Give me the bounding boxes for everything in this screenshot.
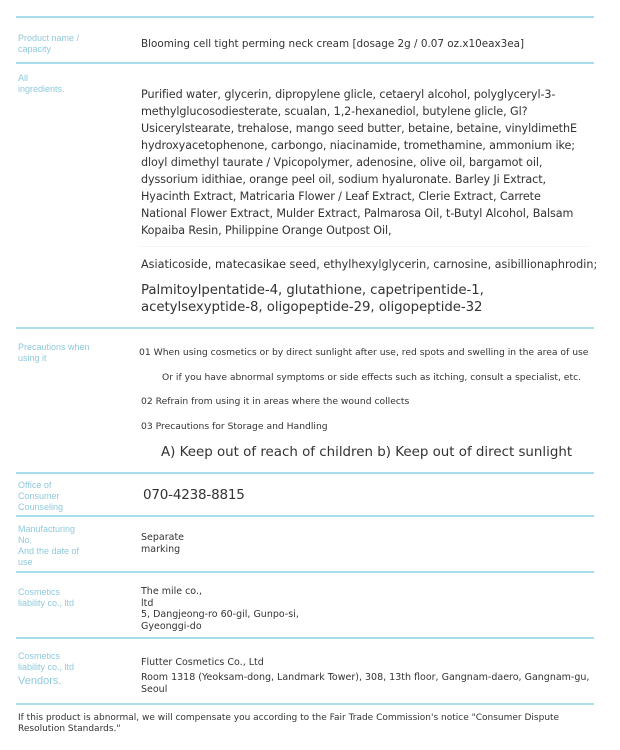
manufacturing-label: Manufacturing No. And the date of use <box>18 524 80 567</box>
precautions-label: Precautions when using it <box>18 342 90 363</box>
ingredients-label: All ingredients. <box>18 73 65 94</box>
product-name-value: Blooming cell tight perming neck cream [dosage 2g / 0.07 oz.x10eax3ea] <box>141 38 525 50</box>
row-divider <box>16 637 594 639</box>
row-divider <box>16 62 594 64</box>
consumer-office-label: Office of Consumer Counseling <box>18 480 64 512</box>
row-divider <box>16 515 594 517</box>
consumer-phone-number: 070-4238-8815 <box>143 487 245 503</box>
row-divider <box>16 703 594 705</box>
vendors-label: Cosmetics liability co., ltd Vendors. <box>18 651 75 687</box>
top-divider <box>16 16 594 18</box>
row-divider <box>16 571 594 573</box>
vendor-company: Flutter Cosmetics Co., Ltd <box>141 657 264 668</box>
ingredients-soft-divider <box>141 246 587 247</box>
product-name-label: Product name / capacity <box>18 33 80 54</box>
compensation-notice: If this product is abnormal, we will compensate you according to the Fair Trade Commission's notice "Consumer Dispute Resolution Standards." <box>18 713 560 734</box>
ingredients-paragraph-1: Purified water, glycerin, dipropylene glicle, cetaeryl alcohol, polyglyceryl-3-methylglucosodiesterate, scualan, 1,2-hexanediol, butylene glicle, Gl? Usicerylstearate, trehalose, mango seed butter, betaine, betaine, vinyldimethE hydroxyacetophenone, carbongo, niacinamide, tromethamine, ammonium ike; dloyl dimethyl taurate / Vpicopolymer, adenosine, olive oil, bargamot oil, dyssorium idithiae, orange peel oil, sodium hyaluronate. Barley Ji Extract, Hyacinth Extract, Matricaria Flower / Leaf Extract, Clerie Extract, Carrete National Flower Extract, Mulder Extract, Palmarosa Oil, t-Butyl Alcohol, Balsam Kopaiba Resin, Philippine Orange Outpost Oil, <box>141 88 577 237</box>
precaution-item-2: 02 Refrain from using it in areas where the wound collects <box>141 396 410 407</box>
vendor-address: Room 1318 (Yeoksam-dong, Landmark Tower), 308, 13th floor, Gangnam-daero, Gangnam-gu, Seoul <box>141 672 590 695</box>
ingredients-paragraph-2: Asiaticoside, matecasikae seed, ethylhexylglycerin, carnosine, asibillionaphrodin; <box>141 258 598 271</box>
precaution-item-3: 03 Precautions for Storage and Handling <box>141 421 328 432</box>
liability-label: Cosmetics liability co., ltd <box>18 587 75 608</box>
liability-value: The mile co., ltd 5, Dangjeong-ro 60-gil, Gunpo-si, Gyeonggi-do <box>141 586 299 632</box>
precaution-item-1-continued: Or if you have abnormal symptoms or side effects such as itching, consult a specialist, etc. <box>162 372 582 383</box>
manufacturing-value: Separate marking <box>141 532 185 555</box>
precaution-item-3-detail: A) Keep out of reach of children b) Keep out of direct sunlight <box>161 445 573 460</box>
precaution-item-1: 01 When using cosmetics or by direct sunlight after use, red spots and swelling in the area of use <box>139 347 589 358</box>
row-divider <box>16 472 594 474</box>
row-divider <box>16 327 594 329</box>
ingredients-paragraph-3: Palmitoylpentatide-4, glutathione, capetripentide-1, acetylsexyptide-8, oligopeptide-29, oligopeptide-32 <box>141 283 484 315</box>
